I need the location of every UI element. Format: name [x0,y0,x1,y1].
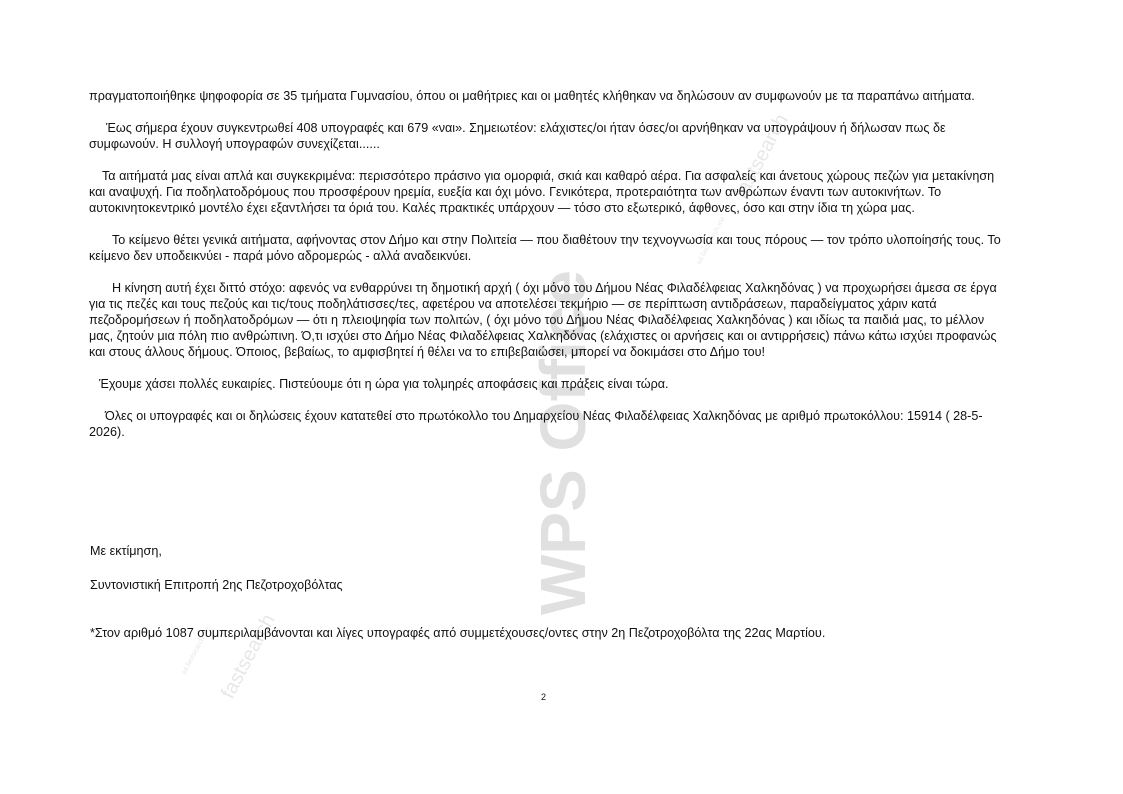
watermark-side-text-1: fastsearch [729,110,793,203]
page-number: 2 [541,692,547,702]
paragraph-general-demands: Το κείμενο θέτει γενικά αιτήματα, αφήνοντας στον Δήμο και στην Πολιτεία — που διαθέτουν την τεχνογνωσία και τους πόρους — τον τρόπο υλοποίησής τους. Το κείμενο δεν υποδεικνύει - παρά μόνο αδρομερώς - αλλά αναδεικνύει. [89,233,1001,263]
watermark-main-text: WPS Office [527,270,599,615]
document-body [89,88,1004,456]
paragraph-demands: Τα αιτήματά μας είναι απλά και συγκεκριμένα: περισσότερο πράσινο για ομορφιά, σκιά και καθαρό αέρα. Για ασφαλείς και άνετους χώρους πεζών για μετακίνηση και αναψυχή. Για ποδηλατοδρόμους που προσφέρουν ηρεμία, ευεξία και όχι μόνο. Γενικότερα, προτεραιότητα των ανθρώπων έναντι των αυτοκινήτων. Το αυτοκινητοκεντρικό μοντέλο έχει εξαντλήσει τα όριά του. Καλές πρακτικές υπάρχουν — τόσο στο εξωτερικό, άφθονες, όσο και στην ίδια τη χώρα μας. [89,169,995,215]
watermark-side-text-2: fastsearch [216,610,280,703]
signature: Συντονιστική Επιτροπή 2ης Πεζοτροχοβόλτας [90,578,343,592]
paragraph-protocol: Όλες οι υπογραφές και οι δηλώσεις έχουν κατατεθεί στο πρωτόκολλο του Δημαρχείου Νέας Φιλαδέλφειας Χαλκηδόνας με αριθμό πρωτοκόλλου: 15914 ( 28-5-2026). [89,409,983,439]
paragraph-dual-goal: Η κίνηση αυτή έχει διττό στόχο: αφενός να ενθαρρύνει τη δημοτική αρχή ( όχι μόνο του Δήμου Νέας Φιλαδέλφειας Χαλκηδόνας ) να προχωρήσει άμεσα σε έργα για τις πεζές και τους πεζούς και τις/τους ποδηλάτισσες/τες, αφετέρου να αποτελέσει τεκμήριο — σε περίπτωση αντιδράσεων, παραδείγματος χάριν κατά πεζοδρομήσεων ή ποδηλατοδρόμων — ότι η πλειοψηφία των πολιτών, ( όχι μόνο του Δήμου Νέας Φιλαδέλφειας Χαλκηδόνας ) και ιδίως τα παιδιά μας, το μέλλον μας, ζητούν μια πόλη πιο ανθρώπινη. Ό,τι ισχύει στο Δήμο Νέας Φιλαδέλφειας Χαλκηδόνας (ελάχιστες οι αρνήσεις και οι αντιρρήσεις) πάνω κάτω ισχύει προφανώς και στους άλλους δήμους. Όποιος, βεβαίως, το αμφισβητεί ή θέλει να το επιβεβαιώσει, μπορεί να δοκιμάσει στο Δήμο του! [89,281,997,359]
watermark-small-text-1: sd.fastsearch.me [695,215,727,266]
footnote: *Στον αριθμό 1087 συμπεριλαμβάνονται και λίγες υπογραφές από συμμετέχουσες/οντες στην 2η Πεζοτροχοβόλτα της 22ας Μαρτίου. [90,626,826,640]
paragraph-voting: πραγματοποιήθηκε ψηφοφορία σε 35 τμήματα Γυμνασίου, όπου οι μαθήτριες και οι μαθητές κλήθηκαν να δηλώσουν αν συμφωνούν με τα παραπάνω αιτήματα. [89,89,975,103]
paragraph-signatures-count: Έως σήμερα έχουν συγκεντρωθεί 408 υπογραφές και 679 «ναι». Σημειωτέον: ελάχιστες/οι ήταν όσες/οι αρνήθηκαν να υπογράψουν ή δήλωσαν πως δε συμφωνούν. Η συλλογή υπογραφών συνεχίζεται...... [89,121,946,151]
watermark-small-text-2: sd.fastsearch.me [180,625,212,676]
paragraph-opportunities: Έχουμε χάσει πολλές ευκαιρίες. Πιστεύουμε ότι η ώρα για τολμηρές αποφάσεις και πράξεις είναι τώρα. [99,377,669,391]
closing-greeting: Με εκτίμηση, [90,544,162,558]
